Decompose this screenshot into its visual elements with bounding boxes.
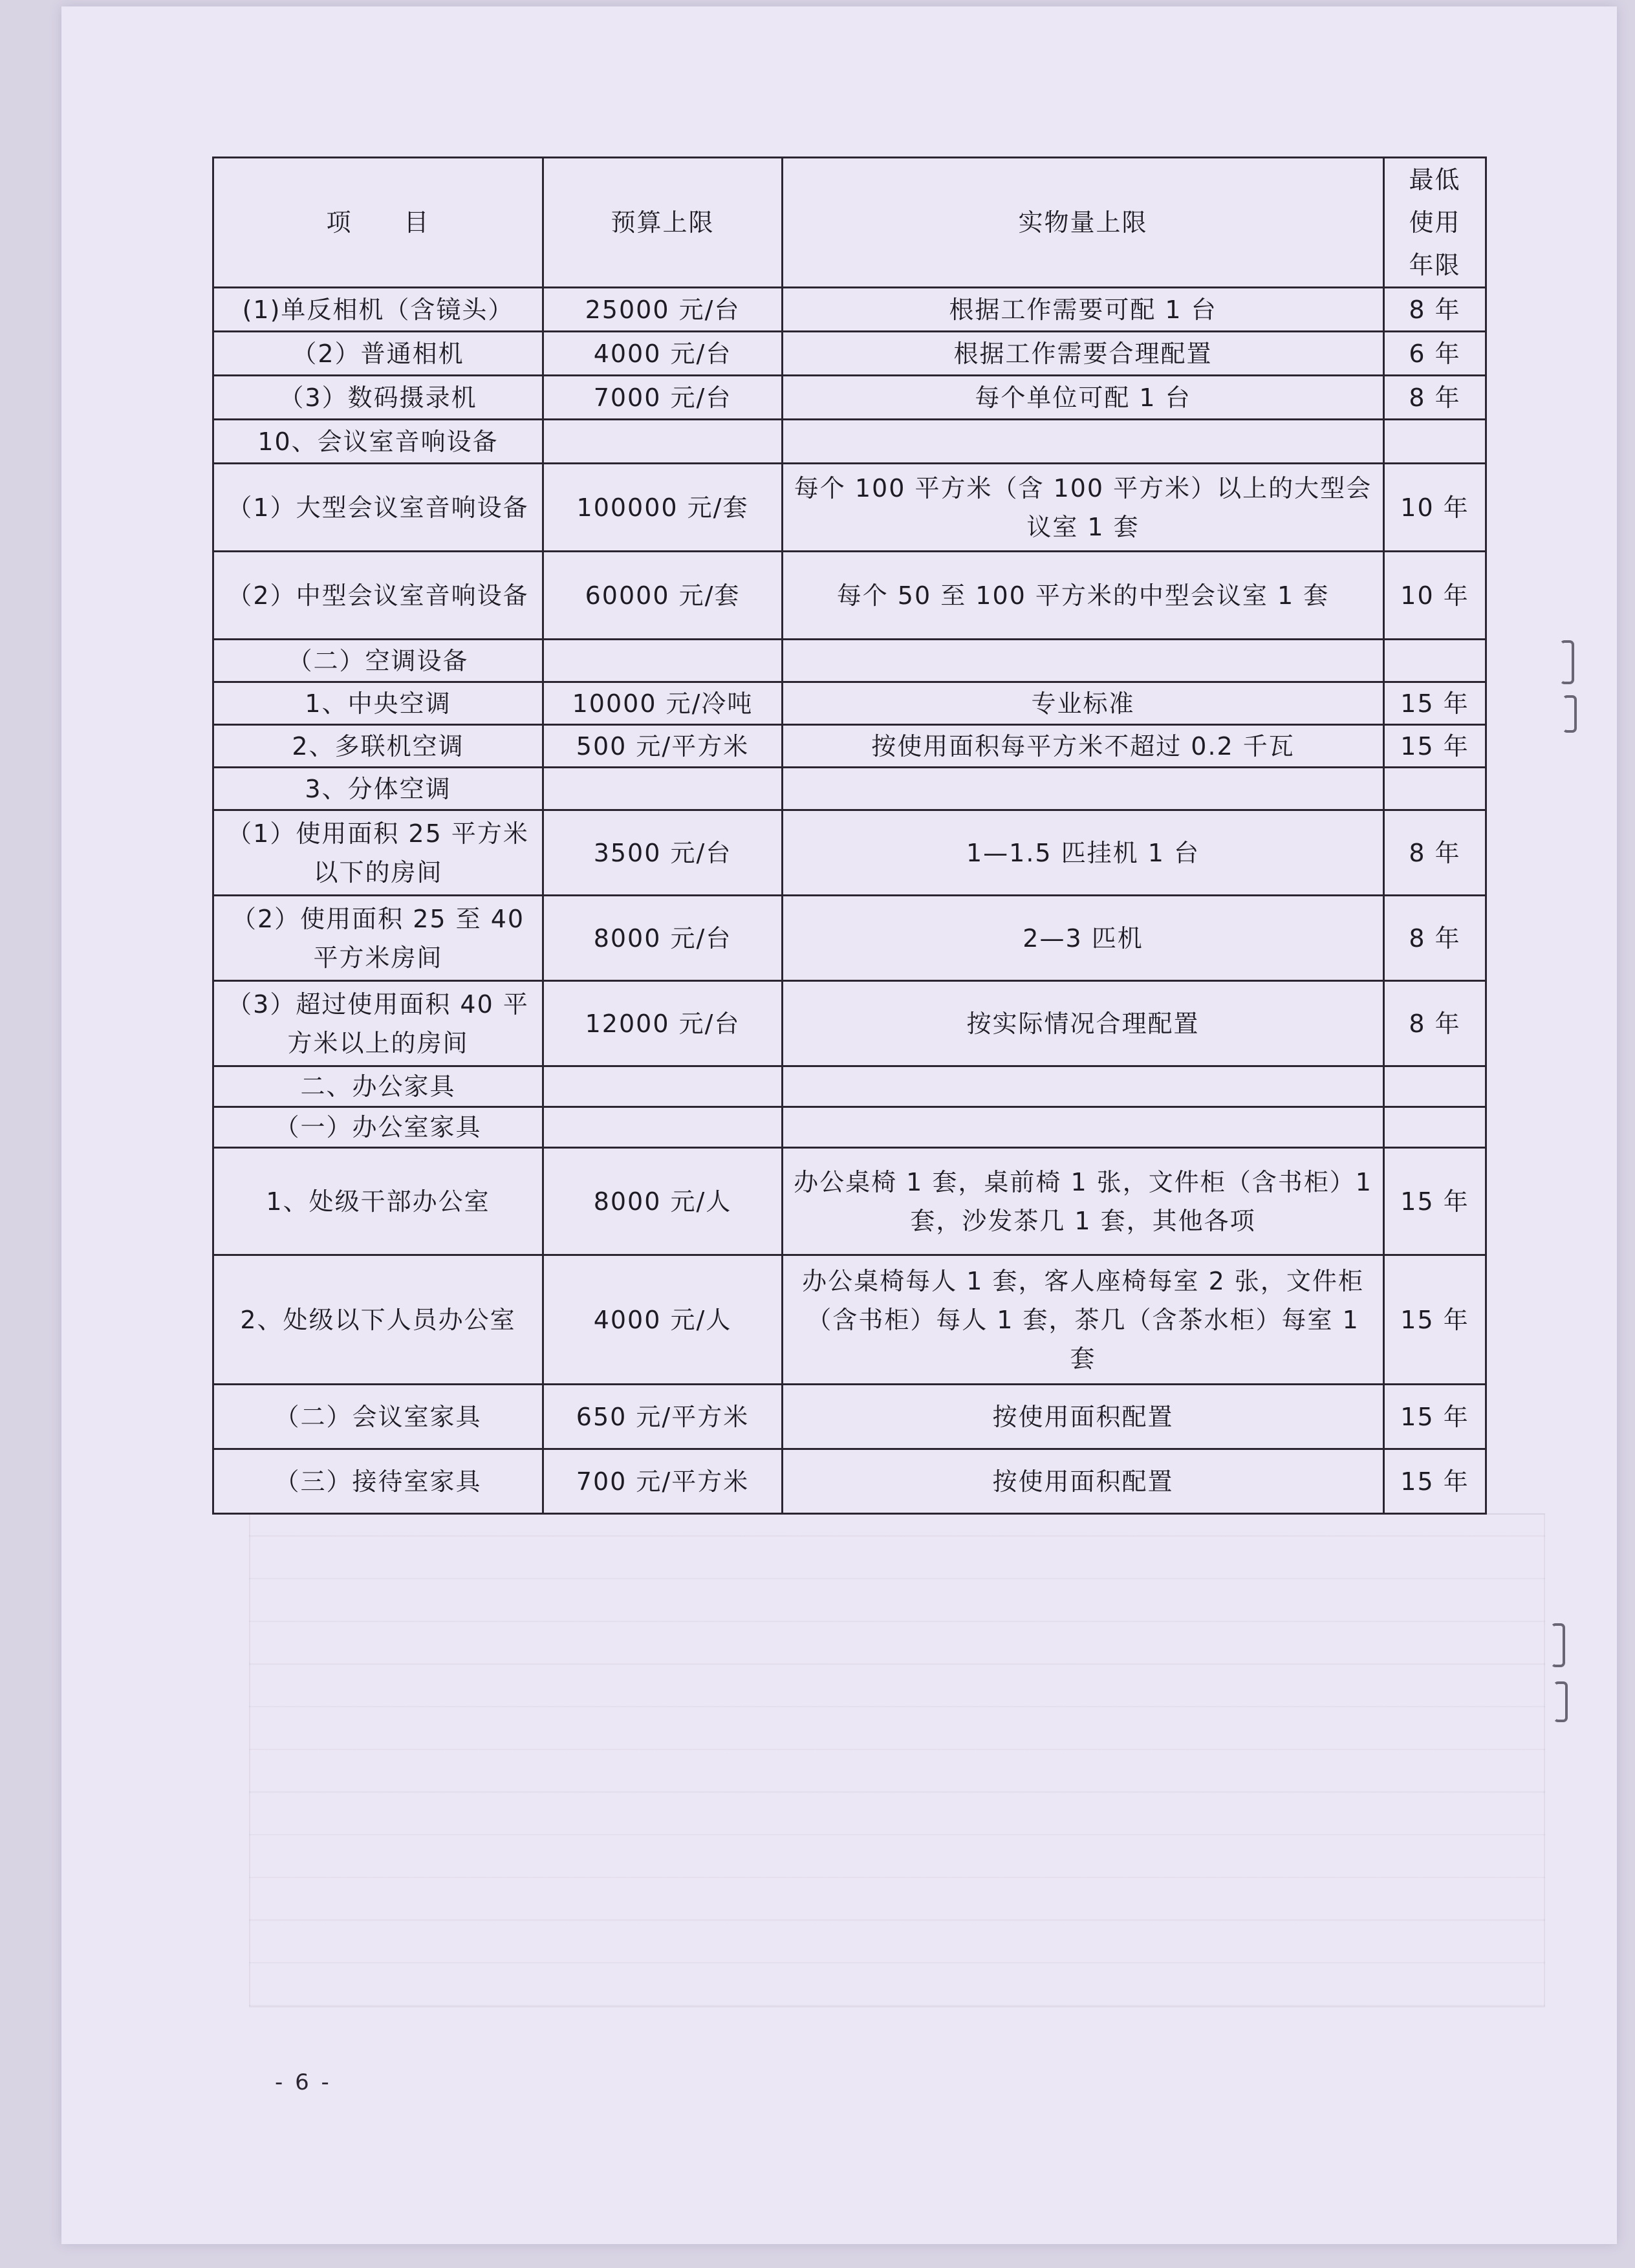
header-lifespan-line: 年限 <box>1409 251 1461 279</box>
table-row <box>213 376 1486 420</box>
cell-life: 10 年 <box>1384 464 1486 552</box>
header-item: 项 目 <box>213 158 543 288</box>
cell-quantity <box>783 640 1384 682</box>
staple-mark <box>1563 695 1577 733</box>
cell-item: （2）中型会议室音响设备 <box>213 552 543 640</box>
cell-life: 8 年 <box>1384 376 1486 420</box>
cell-budget <box>543 640 783 682</box>
cell-budget: 25000 元/台 <box>543 288 783 332</box>
cell-item: （1）使用面积 25 平方米以下的房间 <box>213 810 543 896</box>
cell-quantity: 每个 50 至 100 平方米的中型会议室 1 套 <box>783 552 1384 640</box>
cell-quantity: 2—3 匹机 <box>783 896 1384 981</box>
staple-mark <box>1560 640 1574 684</box>
cell-quantity: 每个单位可配 1 台 <box>783 376 1384 420</box>
cell-budget <box>543 1107 783 1148</box>
cell-budget: 700 元/平方米 <box>543 1449 783 1514</box>
table-row <box>213 682 1486 725</box>
table-row <box>213 288 1486 332</box>
cell-life <box>1384 1066 1486 1107</box>
table-row <box>213 552 1486 640</box>
header-lifespan-line: 使用 <box>1409 208 1461 237</box>
cell-life <box>1384 1107 1486 1148</box>
cell-quantity: 按使用面积配置 <box>783 1449 1384 1514</box>
cell-budget: 4000 元/人 <box>543 1255 783 1385</box>
cell-budget: 100000 元/套 <box>543 464 783 552</box>
cell-life: 15 年 <box>1384 1449 1486 1514</box>
cell-item: 10、会议室音响设备 <box>213 420 543 464</box>
header-quantity: 实物量上限 <box>783 158 1384 288</box>
table-row <box>213 1107 1486 1148</box>
table-row <box>213 1066 1486 1107</box>
cell-quantity: 办公桌椅每人 1 套，客人座椅每室 2 张，文件柜（含书柜）每人 1 套，茶几（含茶水柜）每室 1 套 <box>783 1255 1384 1385</box>
cell-budget: 8000 元/台 <box>543 896 783 981</box>
cell-item: (1)单反相机（含镜头） <box>213 288 543 332</box>
cell-item: 二、办公家具 <box>213 1066 543 1107</box>
cell-item: 3、分体空调 <box>213 768 543 810</box>
cell-budget <box>543 768 783 810</box>
page-number: - 6 - <box>275 2069 332 2095</box>
cell-life <box>1384 420 1486 464</box>
cell-budget: 12000 元/台 <box>543 981 783 1066</box>
cell-life <box>1384 640 1486 682</box>
cell-budget: 650 元/平方米 <box>543 1385 783 1449</box>
table-row <box>213 768 1486 810</box>
cell-life <box>1384 768 1486 810</box>
cell-quantity: 根据工作需要合理配置 <box>783 332 1384 376</box>
cell-life: 15 年 <box>1384 1148 1486 1255</box>
table-row <box>213 464 1486 552</box>
cell-life: 8 年 <box>1384 810 1486 896</box>
cell-quantity: 根据工作需要可配 1 台 <box>783 288 1384 332</box>
staple-mark <box>1551 1623 1565 1667</box>
staple-mark <box>1554 1681 1568 1722</box>
cell-item: 2、处级以下人员办公室 <box>213 1255 543 1385</box>
cell-budget: 7000 元/台 <box>543 376 783 420</box>
table-row <box>213 640 1486 682</box>
cell-quantity <box>783 420 1384 464</box>
table-row <box>213 896 1486 981</box>
cell-life: 8 年 <box>1384 981 1486 1066</box>
cell-item: （三）接待室家具 <box>213 1449 543 1514</box>
cell-item: （3）超过使用面积 40 平方米以上的房间 <box>213 981 543 1066</box>
cell-life: 10 年 <box>1384 552 1486 640</box>
cell-quantity <box>783 1107 1384 1148</box>
cell-item: 2、多联机空调 <box>213 725 543 768</box>
cell-item: （3）数码摄录机 <box>213 376 543 420</box>
cell-life: 8 年 <box>1384 896 1486 981</box>
cell-life: 15 年 <box>1384 725 1486 768</box>
table-row <box>213 810 1486 896</box>
cell-life: 8 年 <box>1384 288 1486 332</box>
cell-life: 15 年 <box>1384 1385 1486 1449</box>
cell-quantity: 按实际情况合理配置 <box>783 981 1384 1066</box>
cell-budget <box>543 1066 783 1107</box>
cell-item: （1）大型会议室音响设备 <box>213 464 543 552</box>
cell-item: 1、处级干部办公室 <box>213 1148 543 1255</box>
cell-budget: 3500 元/台 <box>543 810 783 896</box>
equipment-budget-table <box>212 157 1487 1515</box>
bleed-through-shadow <box>249 1513 1545 2007</box>
cell-item: （二）空调设备 <box>213 640 543 682</box>
cell-quantity: 1—1.5 匹挂机 1 台 <box>783 810 1384 896</box>
cell-budget: 8000 元/人 <box>543 1148 783 1255</box>
cell-life: 15 年 <box>1384 1255 1486 1385</box>
cell-budget: 10000 元/冷吨 <box>543 682 783 725</box>
cell-item: （二）会议室家具 <box>213 1385 543 1449</box>
cell-quantity <box>783 768 1384 810</box>
cell-item: （2）普通相机 <box>213 332 543 376</box>
cell-item: 1、中央空调 <box>213 682 543 725</box>
cell-quantity: 按使用面积配置 <box>783 1385 1384 1449</box>
table-row <box>213 332 1486 376</box>
header-budget: 预算上限 <box>543 158 783 288</box>
header-lifespan-line: 最低 <box>1409 166 1461 194</box>
cell-quantity <box>783 1066 1384 1107</box>
cell-quantity: 办公桌椅 1 套，桌前椅 1 张，文件柜（含书柜）1 套，沙发茶几 1 套，其他各项 <box>783 1148 1384 1255</box>
header-lifespan <box>1384 158 1486 288</box>
cell-quantity: 专业标准 <box>783 682 1384 725</box>
cell-budget: 500 元/平方米 <box>543 725 783 768</box>
cell-budget: 60000 元/套 <box>543 552 783 640</box>
table-row <box>213 1449 1486 1514</box>
table-row <box>213 1255 1486 1385</box>
table-row <box>213 1385 1486 1449</box>
cell-life: 15 年 <box>1384 682 1486 725</box>
table-row <box>213 420 1486 464</box>
table-header-row <box>213 158 1486 288</box>
cell-item: （一）办公室家具 <box>213 1107 543 1148</box>
cell-item: （2）使用面积 25 至 40 平方米房间 <box>213 896 543 981</box>
table-row <box>213 725 1486 768</box>
table-row <box>213 1148 1486 1255</box>
cell-budget: 4000 元/台 <box>543 332 783 376</box>
cell-quantity: 按使用面积每平方米不超过 0.2 千瓦 <box>783 725 1384 768</box>
cell-life: 6 年 <box>1384 332 1486 376</box>
cell-budget <box>543 420 783 464</box>
table-row <box>213 981 1486 1066</box>
cell-quantity: 每个 100 平方米（含 100 平方米）以上的大型会议室 1 套 <box>783 464 1384 552</box>
